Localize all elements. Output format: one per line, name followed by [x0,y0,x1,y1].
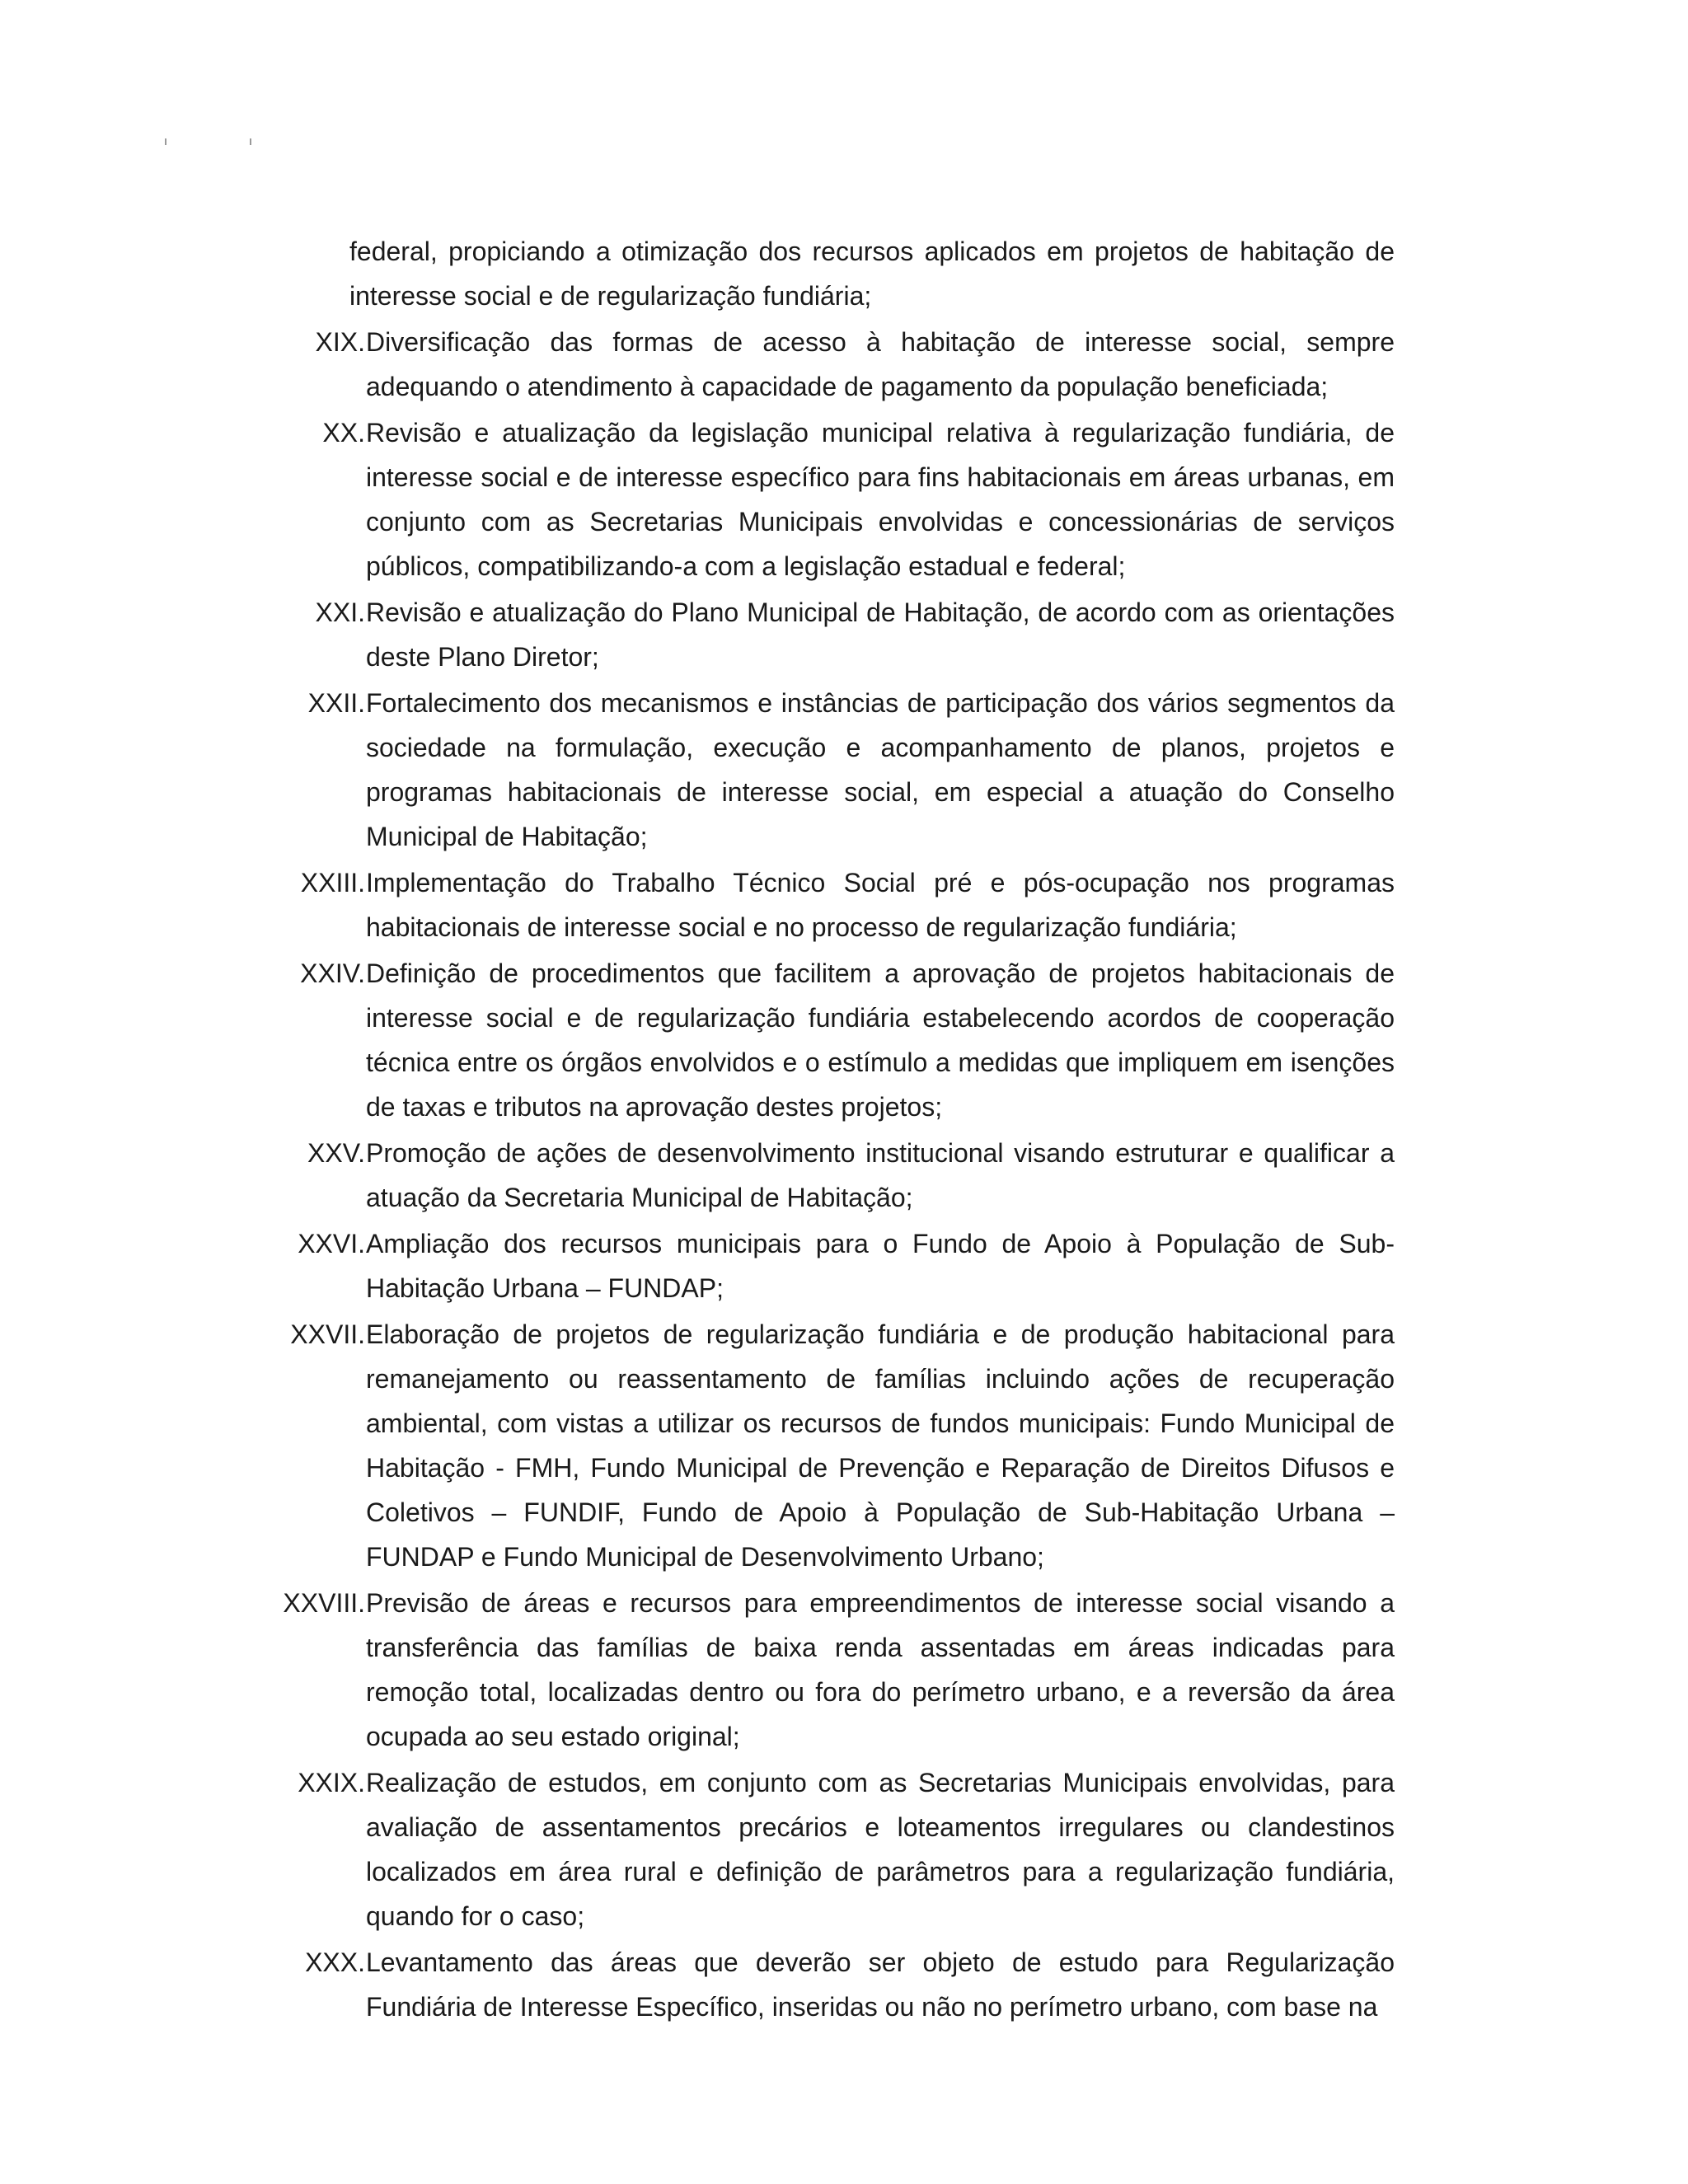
list-item [0,681,1688,859]
item-text: Ampliação dos recursos municipais para o Fundo de Apoio à População de Sub-Habitação Urbana – FUNDAP; [366,1229,1395,1303]
item-number: XXIII. [300,868,365,898]
list-item [0,1312,1688,1579]
list-item [0,320,1688,409]
list-item [0,951,1688,1129]
item-text: Revisão e atualização do Plano Municipal de Habitação, de acordo com as orientações deste Plano Diretor; [366,598,1395,672]
list-item [0,410,1688,588]
item-number: XIX. [315,327,365,357]
item-text: Implementação do Trabalho Técnico Social pré e pós-ocupação nos programas habitacionais de interesse social e no processo de regularização fundiária; [366,868,1395,942]
item-number: XXVI. [298,1229,365,1258]
item-number: XXIX. [298,1768,365,1797]
continuation-paragraph: federal, propiciando a otimização dos recursos aplicados em projetos de habitação de interesse social e de regularização fundiária; [349,237,1395,311]
item-number: XXVII. [290,1319,365,1349]
item-number: XXIV. [300,958,365,988]
item-text: Elaboração de projetos de regularização fundiária e de produção habitacional para remanejamento ou reassentamento de famílias incluindo ações de recuperação ambiental, com vistas a utilizar os recursos de fundos municipais: Fundo Municipal de Habitação - FMH, Fundo Municipal de Prevenção e Reparação de Direitos Difusos e Coletivos – FUNDIF, Fundo de Apoio à População de Sub-Habitação Urbana – FUNDAP e Fundo Municipal de Desenvolvimento Urbano; [366,1319,1395,1572]
item-number: XX. [322,418,365,448]
item-number: XXII. [307,688,365,718]
list-item [0,1940,1688,2029]
item-text: Revisão e atualização da legislação municipal relativa à regularização fundiária, de interesse social e de interesse específico para fins habitacionais em áreas urbanas, em conjunto com as Secretarias Municipais envolvidas e concessionárias de serviços públicos, compatibilizando-a com a legislação estadual e federal; [366,418,1395,581]
item-number: XXX. [305,1947,365,1977]
item-text: Diversificação das formas de acesso à habitação de interesse social, sempre adequando o atendimento à capacidade de pagamento da população beneficiada; [366,327,1395,401]
item-number: XXVIII. [283,1588,365,1618]
list-item [0,1221,1688,1310]
item-text: Definição de procedimentos que facilitem a aprovação de projetos habitacionais de interesse social e de regularização fundiária estabelecendo acordos de cooperação técnica entre os órgãos envolvidos e o estímulo a medidas que impliquem em isenções de taxas e tributos na aprovação destes projetos; [366,958,1395,1122]
item-text: Previsão de áreas e recursos para empreendimentos de interesse social visando a transferência das famílias de baixa renda assentadas em áreas indicadas para remoção total, localizadas dentro ou fora do perímetro urbano, e a reversão da área ocupada ao seu estado original; [366,1588,1395,1751]
item-text: Fortalecimento dos mecanismos e instâncias de participação dos vários segmentos da sociedade na formulação, execução e acompanhamento de planos, projetos e programas habitacionais de interesse social, em especial a atuação do Conselho Municipal de Habitação; [366,688,1395,851]
list-item [0,1760,1688,1938]
scan-artifact-mark [165,138,166,145]
list-item [0,1131,1688,1220]
scan-artifact-mark [250,138,251,145]
document-body [0,229,1688,2029]
item-text: Levantamento das áreas que deverão ser objeto de estudo para Regularização Fundiária de Interesse Específico, inseridas ou não no perímetro urbano, com base na [366,1947,1395,2022]
list-item [0,590,1688,679]
list-item [0,1581,1688,1759]
item-text: Promoção de ações de desenvolvimento institucional visando estruturar e qualificar a atuação da Secretaria Municipal de Habitação; [366,1138,1395,1212]
item-number: XXV. [307,1138,365,1168]
item-number: XXI. [315,598,365,627]
item-text: Realização de estudos, em conjunto com as Secretarias Municipais envolvidas, para avaliação de assentamentos precários e loteamentos irregulares ou clandestinos localizados em área rural e definição de parâmetros para a regularização fundiária, quando for o caso; [366,1768,1395,1931]
list-item [0,860,1688,949]
